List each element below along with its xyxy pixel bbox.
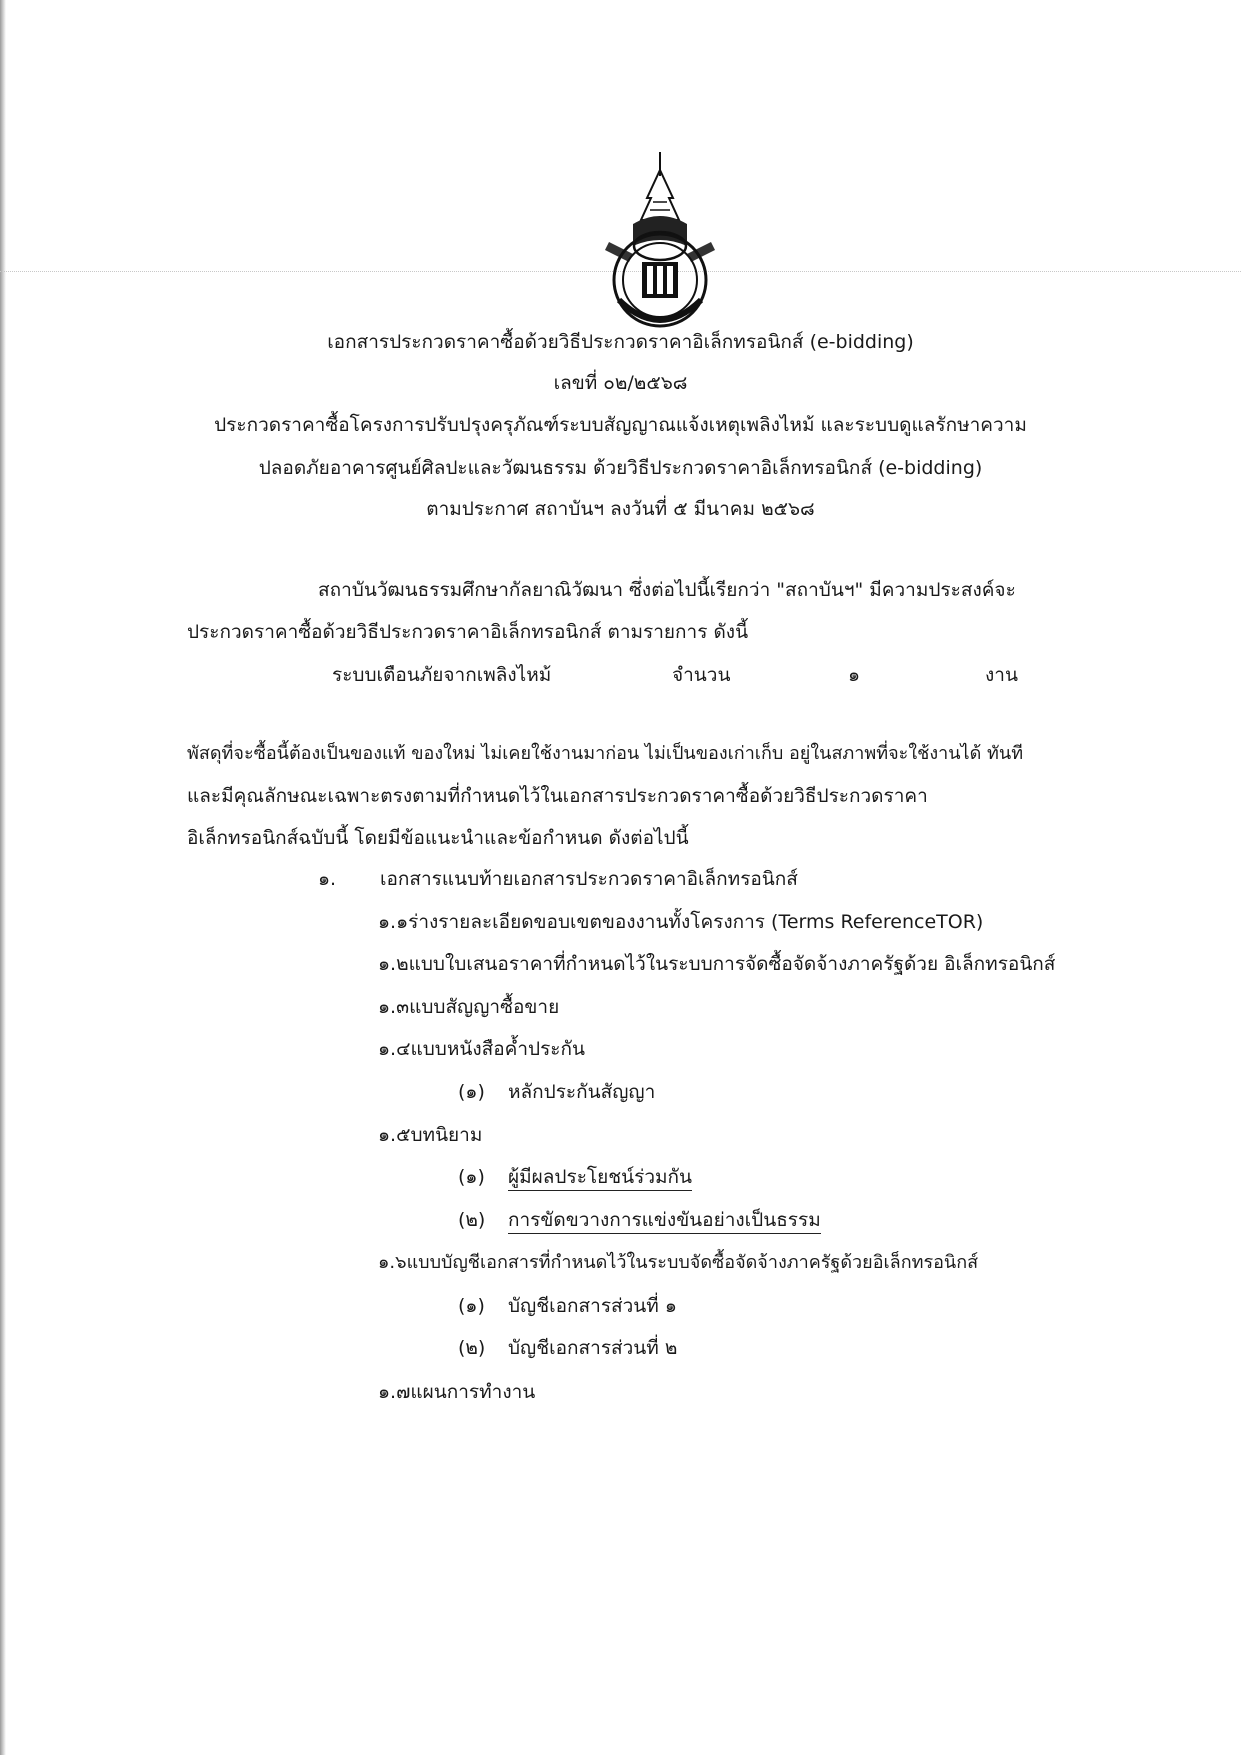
body-line-1: พัสดุที่จะซื้อนี้ต้องเป็นของแท้ ของใหม่ ไม่เคยใช้งานมาก่อน ไม่เป็นของเก่าเก็บ อยู่ในสภาพที่จะใช้งานได้ ทันที [187, 743, 1024, 764]
item-unit: งาน [985, 664, 1018, 686]
section-1-number: ๑. [318, 868, 337, 890]
list-item: ๑.๒แบบใบเสนอราคาที่กำหนดไว้ในระบบการจัดซื้อจัดจ้างภาครัฐด้วย อิเล็กทรอนิกส์ [378, 953, 1056, 975]
list-item: ๑.๕บทนิยาม [378, 1124, 483, 1146]
sub-item-number: (๑) [458, 1166, 485, 1188]
body-line-3: อิเล็กทรอนิกส์ฉบับนี้ โดยมีข้อแนะนำและข้อกำหนด ดังต่อไปนี้ [187, 827, 689, 849]
list-item: ๑.๓แบบสัญญาซื้อขาย [378, 996, 560, 1018]
list-item: ๑.๖แบบบัญชีเอกสารที่กำหนดไว้ในระบบจัดซื้อจัดจ้างภาครัฐด้วยอิเล็กทรอนิกส์ [378, 1252, 979, 1273]
sub-item-text: บัญชีเอกสารส่วนที่ ๑ [508, 1295, 677, 1317]
document-number: เลขที่ ๐๒/๒๕๖๘ [553, 372, 688, 394]
sub-item-number: (๑) [458, 1295, 485, 1317]
project-title-line-2: ปลอดภัยอาคารศูนย์ศิลปะและวัฒนธรรม ด้วยวิธีประกวดราคาอิเล็กทรอนิกส์ (e-bidding) [258, 457, 983, 479]
item-quantity-label: จำนวน [672, 664, 731, 686]
sub-item-text: ผู้มีผลประโยชน์ร่วมกัน [508, 1166, 692, 1191]
item-quantity: ๑ [848, 664, 861, 686]
body-line-2: และมีคุณลักษณะเฉพาะตรงตามที่กำหนดไว้ในเอกสารประกวดราคาซื้อด้วยวิธีประกวดราคา [187, 785, 928, 807]
document-title: เอกสารประกวดราคาซื้อด้วยวิธีประกวดราคาอิเล็กทรอนิกส์ (e-bidding) [327, 331, 914, 353]
sub-item-text: บัญชีเอกสารส่วนที่ ๒ [508, 1337, 678, 1359]
sub-item-number: (๑) [458, 1081, 485, 1103]
sub-item-text: หลักประกันสัญญา [508, 1081, 656, 1103]
scan-edge [0, 0, 6, 1755]
intro-line-1: สถาบันวัฒนธรรมศึกษากัลยาณิวัฒนา ซึ่งต่อไปนี้เรียกว่า "สถาบันฯ" มีความประสงค์จะ [318, 579, 1016, 601]
list-item: ๑.๔แบบหนังสือค้ำประกัน [378, 1038, 585, 1060]
sub-item-number: (๒) [458, 1209, 486, 1231]
intro-line-2: ประกวดราคาซื้อด้วยวิธีประกวดราคาอิเล็กทรอนิกส์ ตามรายการ ดังนี้ [187, 621, 749, 643]
section-1-heading: เอกสารแนบท้ายเอกสารประกวดราคาอิเล็กทรอนิกส์ [380, 868, 798, 890]
item-name: ระบบเตือนภัยจากเพลิงไหม้ [332, 664, 552, 686]
sub-item-text: การขัดขวางการแข่งขันอย่างเป็นธรรม [508, 1209, 821, 1234]
project-title-line-1: ประกวดราคาซื้อโครงการปรับปรุงครุภัณฑ์ระบบสัญญาณแจ้งเหตุเพลิงไหม้ และระบบดูแลรักษาความ [214, 414, 1027, 436]
list-item: ๑.๗แผนการทำงาน [378, 1381, 536, 1403]
list-item: ๑.๑ร่างรายละเอียดขอบเขตของงานทั้งโครงการ (Terms ReferenceTOR) [378, 911, 984, 933]
announcement-date: ตามประกาศ สถาบันฯ ลงวันที่ ๕ มีนาคม ๒๕๖๘ [426, 498, 815, 520]
institute-emblem-icon [595, 150, 725, 330]
sub-item-number: (๒) [458, 1337, 486, 1359]
